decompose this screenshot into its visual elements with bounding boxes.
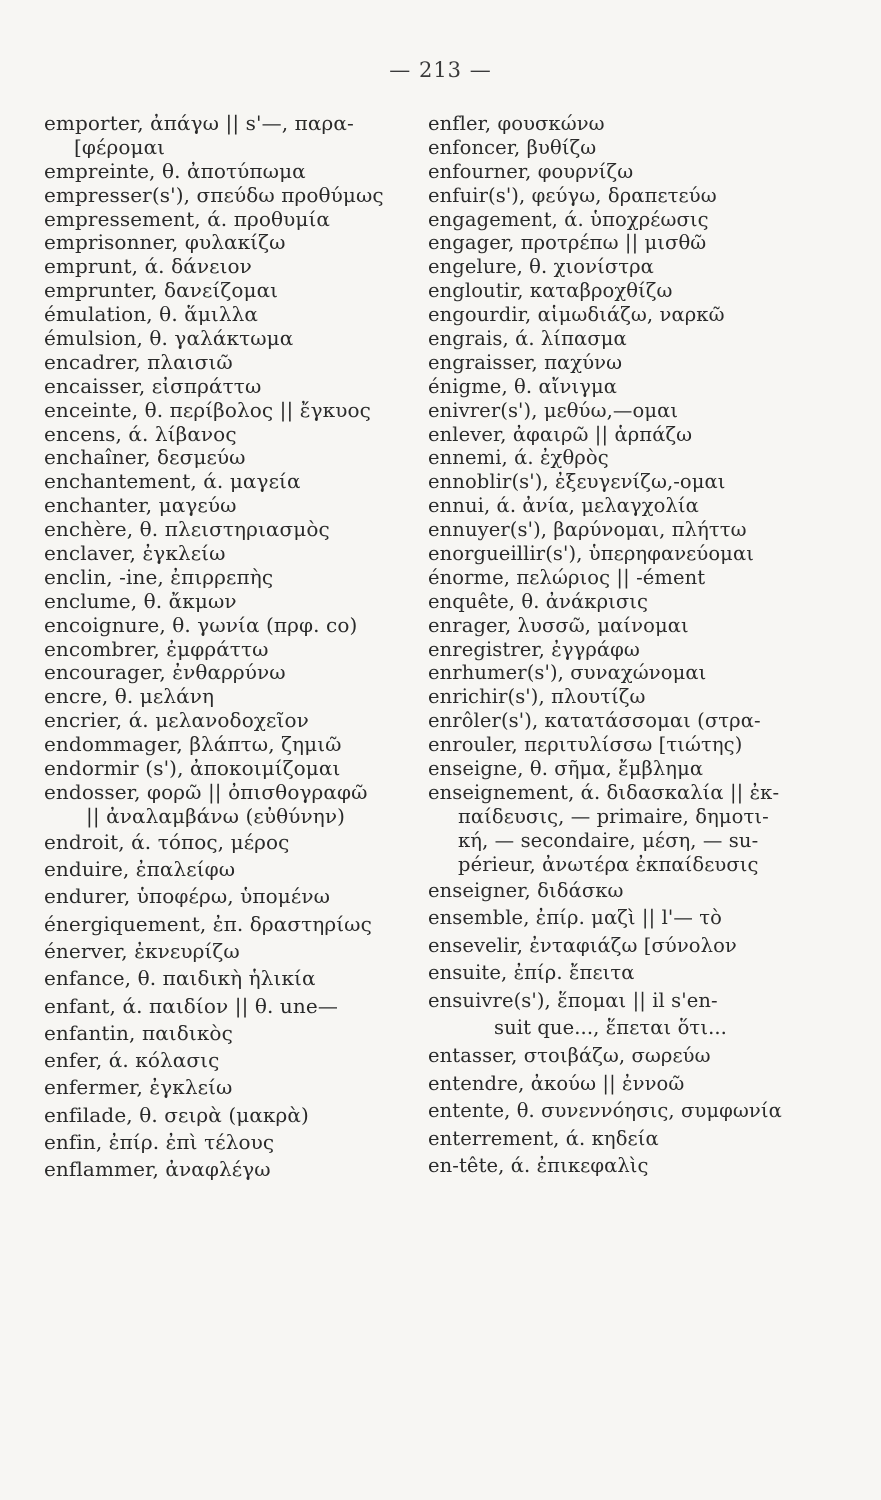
dictionary-entry: enchère, θ. πλειστηριασμὸς <box>44 517 330 542</box>
dictionary-entry: endosser, φορῶ || ὀπισθογραφῶ <box>44 779 368 804</box>
dictionary-entry: enceinte, θ. περίβολος || ἔγκυος <box>44 397 371 422</box>
dictionary-entry: entasser, στοιβάζω, σωρεύω <box>428 1044 711 1068</box>
dictionary-entry: ennuyer(s'), βαρύνομαι, πλήττω <box>428 518 747 542</box>
dictionary-entry: encadrer, πλαισιῶ <box>44 349 233 374</box>
dictionary-entry: engagement, ά. ὑποχρέωσις <box>428 207 709 231</box>
dictionary-entry: entendre, ἀκούω || ἐννοῶ <box>428 1071 685 1095</box>
dictionary-entry: ennemi, ά. ἐχθρὸς <box>428 446 609 470</box>
dictionary-entry: enfance, θ. παιδικὴ ἡλικία <box>44 966 316 991</box>
dictionary-entry: engager, προτρέπω || μισθῶ <box>428 231 707 255</box>
dictionary-entry: enfer, ά. κόλασις <box>44 1048 220 1073</box>
dictionary-entry: enfantin, παιδικὸς <box>44 1020 233 1045</box>
dictionary-entry: enfler, φουσκώνω <box>428 112 605 135</box>
dictionary-entry: enfilade, θ. σειρὰ (μακρὰ) <box>44 1102 309 1127</box>
dictionary-entry: enrhumer(s'), συναχώνομαι <box>428 661 707 685</box>
dictionary-entry: enfermer, ἐγκλείω <box>44 1075 233 1100</box>
dictionary-entry: enrager, λυσσῶ, μαίνομαι <box>428 613 689 637</box>
dictionary-entry: encoignure, θ. γωνία (πρφ. co) <box>44 612 358 637</box>
dictionary-entry: enfant, ά. παιδίον || θ. une— <box>44 993 338 1018</box>
dictionary-entry: enfuir(s'), φεύγω, δραπετεύω <box>428 183 717 207</box>
dictionary-entry: enrichir(s'), πλουτίζω <box>428 685 646 709</box>
dictionary-entry: entente, θ. συνεννόησις, συμφωνία <box>428 1099 782 1123</box>
dictionary-entry: empreinte, θ. ἀποτύπωμα <box>44 158 306 183</box>
dictionary-entry: énigme, θ. αἴνιγμα <box>428 374 617 398</box>
page-number: — 213 — <box>389 58 492 82</box>
dictionary-entry: enrôler(s'), κατατάσσομαι (στρα- <box>428 709 761 733</box>
dictionary-entry: engraisser, παχύνω <box>428 350 623 374</box>
dictionary-entry: engloutir, καταβροχθίζω <box>428 279 673 303</box>
dictionary-entry: enflammer, ἀναφλέγω <box>44 1157 271 1182</box>
dictionary-entry: endroit, ά. τόπος, μέρος <box>44 829 290 854</box>
dictionary-entry: enclaver, ἐγκλείω <box>44 541 226 566</box>
dictionary-entry: encombrer, ἐμφράττω <box>44 636 269 661</box>
dictionary-entry: ensuivre(s'), ἕπομαι || il s'en- <box>428 988 718 1012</box>
right-column <box>428 112 828 1180</box>
dictionary-entry: énorme, πελώριος || -ément <box>428 565 706 589</box>
dictionary-entry: enchanter, μαγεύω <box>44 493 237 518</box>
dictionary-entry: énerver, ἐκνευρίζω <box>44 938 240 963</box>
dictionary-entry: enfourner, φουρνίζω <box>428 159 634 183</box>
dictionary-entry: endormir (s'), ἀποκοιμίζομαι <box>44 756 341 781</box>
dictionary-entry-continuation: || ἀναλαμβάνω (εὐθύνην) <box>86 803 345 828</box>
left-column <box>44 112 434 1184</box>
dictionary-entry: enclume, θ. ἄκμων <box>44 588 237 613</box>
dictionary-entry: endommager, βλάπτω, ζημιῶ <box>44 732 342 757</box>
dictionary-entry: endurer, ὑποφέρω, ὑπομένω <box>44 884 331 909</box>
dictionary-entry: enregistrer, ἐγγράφω <box>428 637 640 661</box>
dictionary-entry: encrier, ά. μελανοδοχεῖον <box>44 708 309 733</box>
dictionary-entry: enclin, -ine, ἐπιρρεπὴς <box>44 564 274 589</box>
dictionary-entry: ensevelir, ἐνταφιάζω [σύνολον <box>428 933 737 957</box>
dictionary-entry: emprisonner, φυλακίζω <box>44 230 286 255</box>
dictionary-entry: engelure, θ. χιονίστρα <box>428 255 654 279</box>
dictionary-entry: ensemble, ἐπίρ. μαζὶ || l'— τὸ <box>428 906 722 930</box>
dictionary-entry: émulation, θ. ἅμιλλα <box>44 302 259 327</box>
dictionary-entry: encens, ά. λίβανος <box>44 421 237 446</box>
dictionary-entry-continuation: périeur, ἀνωτέρα ἐκπαίδευσις <box>458 852 759 876</box>
dictionary-entry: en-tête, ά. ἐπικεφαλὶς <box>428 1154 649 1178</box>
dictionary-entry-continuation: [φέρομαι <box>74 134 166 159</box>
dictionary-entry: enseigne, θ. σῆμα, ἔμβλημα <box>428 757 704 781</box>
dictionary-entry: ennoblir(s'), ἐξευγενίζω,-ομαι <box>428 470 726 494</box>
dictionary-entry: enchantement, ά. μαγεία <box>44 469 301 494</box>
dictionary-entry: enseigner, διδάσκω <box>428 878 624 902</box>
dictionary-entry: enquête, θ. ἀνάκρισις <box>428 589 649 613</box>
dictionary-entry: enorgueillir(s'), ὑπερηφανεύομαι <box>428 542 754 566</box>
dictionary-entry: enfin, ἐπίρ. ἐπὶ τέλους <box>44 1129 275 1154</box>
dictionary-entry: emporter, ἀπάγω || s'—, παρα- <box>44 111 354 135</box>
dictionary-entry: enfoncer, βυθίζω <box>428 135 597 159</box>
dictionary-entry: enduire, ἐπαλείφω <box>44 857 236 882</box>
dictionary-entry: encaisser, εἰσπράττω <box>44 373 262 398</box>
dictionary-entry: enchaîner, δεσμεύω <box>44 445 246 470</box>
dictionary-entry: encourager, ἐνθαρρύνω <box>44 660 286 685</box>
dictionary-entry: engourdir, αἱμωδιάζω, ναρκῶ <box>428 303 725 327</box>
dictionary-entry-continuation: κή, — secondaire, μέση, — su- <box>458 828 759 852</box>
dictionary-entry-continuation: suit que..., ἕπεται ὅτι... <box>494 1016 727 1040</box>
dictionary-entry: enterrement, ά. κηδεία <box>428 1126 659 1150</box>
dictionary-entry: enrouler, περιτυλίσσω [τιώτης) <box>428 733 743 757</box>
dictionary-entry: enivrer(s'), μεθύω,—ομαι <box>428 398 679 422</box>
dictionary-entry: emprunt, ά. δάνειον <box>44 254 252 279</box>
dictionary-entry: empressement, ά. προθυμία <box>44 206 331 231</box>
dictionary-entry: ensuite, ἐπίρ. ἔπειτα <box>428 961 635 985</box>
dictionary-entry: enlever, ἀφαιρῶ || ἁρπάζω <box>428 422 693 446</box>
dictionary-entry: encre, θ. μελάνη <box>44 684 215 709</box>
dictionary-entry: empresser(s'), σπεύδω προθύμως <box>44 182 384 207</box>
dictionary-entry: émulsion, θ. γαλάκτωμα <box>44 326 294 351</box>
dictionary-entry-continuation: παίδευσις, — primaire, δημοτι- <box>458 804 769 828</box>
dictionary-entry: emprunter, δανείζομαι <box>44 278 279 303</box>
dictionary-entry: énergiquement, ἐπ. δραστηρίως <box>44 911 372 936</box>
dictionary-entry: enseignement, ά. διδασκαλία || ἐκ- <box>428 780 780 804</box>
dictionary-entry: ennui, ά. ἀνία, μελαγχολία <box>428 494 699 518</box>
dictionary-entry: engrais, ά. λίπασμα <box>428 327 627 351</box>
